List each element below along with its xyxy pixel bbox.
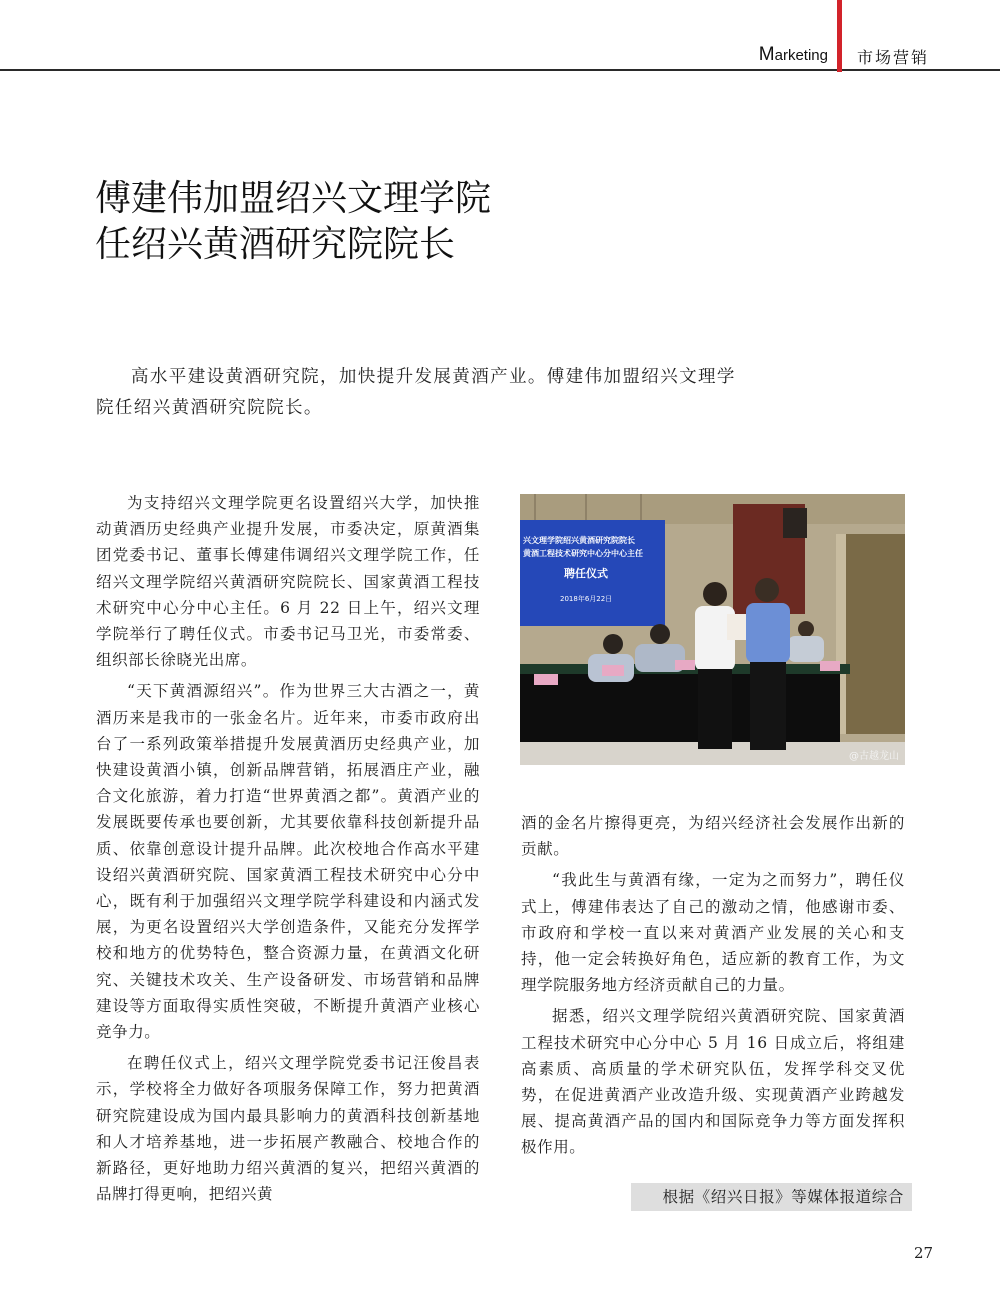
- paragraph: 酒的金名片擦得更亮，为绍兴经济社会发展作出新的贡献。: [521, 814, 905, 859]
- section-label-english: [740, 44, 828, 66]
- article-lead: 高水平建设黄酒研究院，加快提升发展黄酒产业。傅建伟加盟绍兴文理学院任绍兴黄酒研究院院长。: [96, 367, 736, 418]
- photo-watermark: @古越龙山: [849, 751, 899, 762]
- banner-date: 2018年6月22日: [560, 595, 613, 603]
- page-number: 27: [914, 1244, 934, 1262]
- source-credit: 根据《绍兴日报》等媒体报道综合: [631, 1183, 912, 1211]
- banner-line2: 黄酒工程技术研究中心分中心主任: [523, 549, 643, 558]
- paragraph: “天下黄酒源绍兴”。作为世界三大古酒之一，黄酒历来是我市的一张金名片。近年来，市委市政府出台了一系列政策举措提升发展黄酒历史经典产业，加快建设黄酒小镇，创新品牌营销，拓展酒庄产业，融合文化旅游，着力打造“世界黄酒之都”。黄酒产业的发展既要传承也要创新，尤其要依靠科技创新提升品质、依靠创意设计提升品牌。此次校地合作高水平建设绍兴黄酒研究院、国家黄酒工程技术研究中心分中心，既有利于加强绍兴文理学院学科建设和内涵式发展，为更名设置绍兴大学创造条件，又能充分发挥学校和地方的优势特色，整合资源力量，在黄酒文化研究、关键技术攻关、生产设备研发、市场营销和品牌建设等方面取得实质性突破，不断提升黄酒产业核心竞争力。: [96, 682, 480, 1042]
- paragraph: 据悉，绍兴文理学院绍兴黄酒研究院、国家黄酒工程技术研究中心分中心 5 月 16 日成立后，将组建高素质、高质量的学术研究队伍，发挥学科交叉优势，在促进黄酒产业改造升级、实现黄酒产业跨越发展、提高黄酒产品的国内和国际竞争力等方面发挥积极作用。: [521, 1007, 905, 1157]
- ceremony-photo-illustration: [520, 494, 905, 765]
- banner-title: 聘任仪式: [564, 567, 608, 580]
- banner-line1: 兴文理学院绍兴黄酒研究院院长: [523, 536, 635, 545]
- section-label-chinese: 市场营销: [857, 48, 930, 67]
- section-label-initial: M: [758, 44, 775, 65]
- paragraph: “我此生与黄酒有缘，一定为之而努力”，聘任仪式上，傅建伟表达了自己的激动之情，他感谢市委、市政府和学校一直以来对黄酒产业发展的关心和支持，他一定会转换好角色，适应新的教育工作，为文理学院服务地方经济贡献自己的力量。: [521, 871, 905, 995]
- article-title-line: 任绍兴黄酒研究院院长: [95, 224, 456, 265]
- article-title-line: 傅建伟加盟绍兴文理学院: [95, 178, 492, 219]
- ceremony-photo: [520, 494, 905, 765]
- header-accent-bar: [837, 0, 842, 72]
- left-column: [96, 490, 480, 1212]
- paragraph: 在聘任仪式上，绍兴文理学院党委书记汪俊昌表示，学校将全力做好各项服务保障工作，努力把黄酒研究院建设成为国内最具影响力的黄酒科技创新基地和人才培养基地，进一步拓展产教融合、校地合作的新路径，更好地助力绍兴黄酒的复兴，把绍兴黄酒的品牌打得更响，把绍兴黄: [96, 1054, 480, 1204]
- section-label-rest: arketing: [774, 47, 828, 64]
- header-rule: [0, 69, 1000, 71]
- paragraph: 为支持绍兴文理学院更名设置绍兴大学，加快推动黄酒历史经典产业提升发展，市委决定，原黄酒集团党委书记、董事长傅建伟调绍兴文理学院工作，任绍兴文理学院绍兴黄酒研究院院长、国家黄酒工程技术研究中心分中心主任。6 月 22 日上午，绍兴文理学院举行了聘任仪式。市委书记马卫光，市委常委、组织部长徐晓光出席。: [96, 494, 480, 670]
- right-column: [521, 810, 905, 1166]
- article-title: [95, 176, 491, 268]
